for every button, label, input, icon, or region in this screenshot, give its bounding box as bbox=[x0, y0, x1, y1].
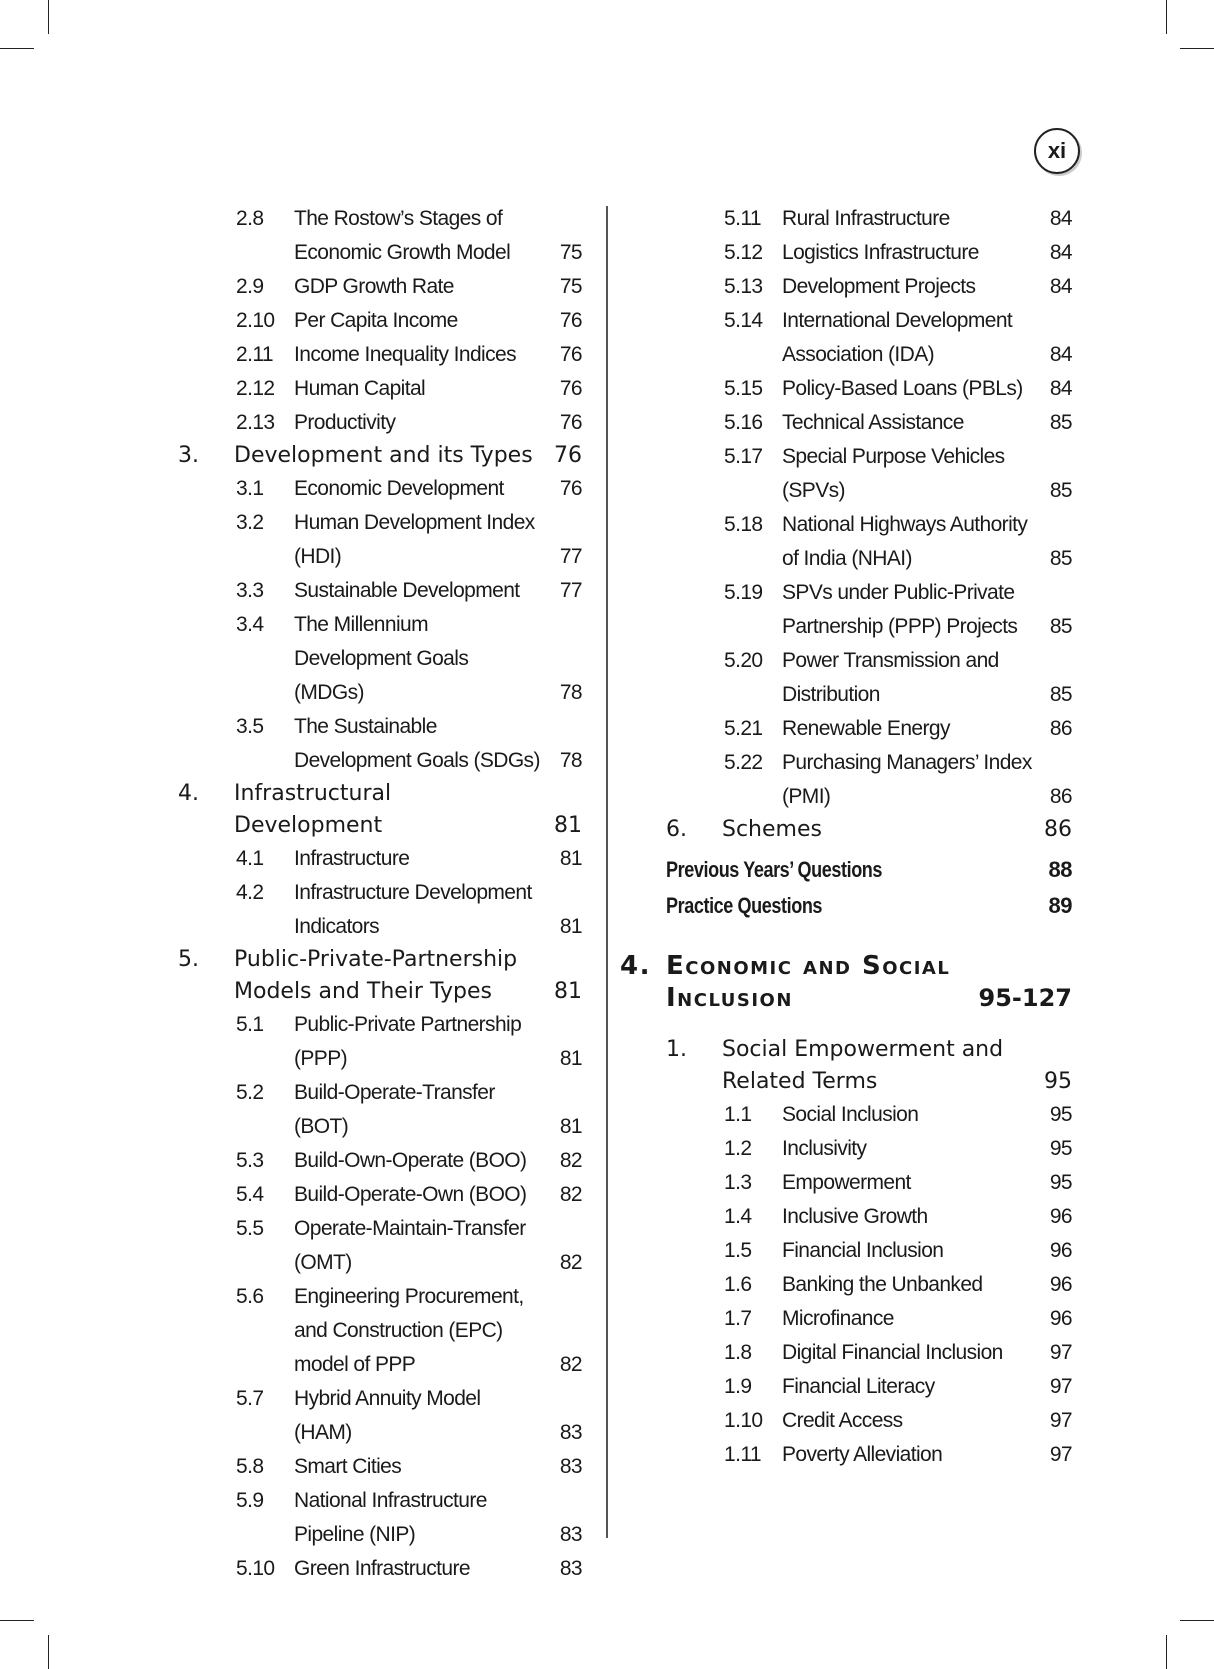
toc-subsection-entry[interactable] bbox=[178, 338, 582, 372]
entry-number: 1.4 bbox=[724, 1205, 752, 1228]
entry-number: 6. bbox=[666, 817, 687, 842]
entry-title bbox=[294, 1144, 542, 1178]
toc-subsection-entry[interactable] bbox=[666, 372, 1072, 406]
crop-mark bbox=[1166, 1635, 1167, 1669]
entry-number: 3.4 bbox=[236, 613, 264, 636]
entry-title bbox=[294, 1008, 542, 1076]
entry-title bbox=[782, 1268, 1032, 1302]
toc-subsection-entry[interactable] bbox=[666, 1166, 1072, 1200]
entry-page: 84 bbox=[1049, 275, 1072, 298]
entry-page: 85 bbox=[1049, 683, 1072, 706]
entry-title: Development and its Types bbox=[234, 443, 533, 468]
entry-title bbox=[294, 1178, 542, 1212]
toc-subsection-entry[interactable] bbox=[666, 644, 1072, 712]
entry-number: 3.2 bbox=[236, 511, 264, 534]
entry-title bbox=[782, 270, 1032, 304]
entry-title-text: Inclusivity bbox=[782, 1137, 867, 1160]
entry-page: 84 bbox=[1049, 207, 1072, 230]
toc-section-entry[interactable] bbox=[178, 944, 582, 1008]
chapter-pages: 95-127 bbox=[978, 984, 1072, 1012]
entry-number: 3. bbox=[178, 443, 199, 468]
entry-title: Social Empowerment and Related Terms bbox=[722, 1037, 1004, 1094]
entry-number: 1.8 bbox=[724, 1341, 752, 1364]
entry-page: 96 bbox=[1049, 1205, 1072, 1228]
toc-subsection-entry[interactable] bbox=[178, 574, 582, 608]
entry-title bbox=[782, 508, 1032, 576]
entry-number: 5.2 bbox=[236, 1081, 264, 1104]
entry-title bbox=[782, 372, 1032, 406]
entry-title-text: Renewable Energy bbox=[782, 717, 950, 740]
entry-number: 1.1 bbox=[724, 1103, 752, 1126]
entry-number: 2.9 bbox=[236, 275, 264, 298]
entry-page: 76 bbox=[559, 343, 582, 366]
entry-title bbox=[294, 710, 542, 778]
entry-page: 83 bbox=[559, 1421, 582, 1444]
entry-title-text: Operate-Maintain-Transfer (OMT) bbox=[294, 1217, 526, 1274]
entry-title bbox=[294, 1212, 542, 1280]
entry-title bbox=[294, 202, 542, 270]
entry-number: 5.3 bbox=[236, 1149, 264, 1172]
toc-subsection-entry[interactable] bbox=[178, 1178, 582, 1212]
entry-title bbox=[294, 1552, 542, 1586]
entry-page: 78 bbox=[559, 749, 582, 772]
entry-page: 82 bbox=[559, 1149, 582, 1172]
toc-subsection-entry[interactable] bbox=[178, 842, 582, 876]
toc-subsection-entry[interactable] bbox=[666, 1336, 1072, 1370]
entry-title bbox=[782, 712, 1032, 746]
toc-subsection-entry[interactable] bbox=[666, 1098, 1072, 1132]
toc-subsection-entry[interactable] bbox=[666, 1132, 1072, 1166]
entry-title-text: Policy-Based Loans (PBLs) bbox=[782, 377, 1023, 400]
entry-title bbox=[782, 406, 1032, 440]
entry-title bbox=[294, 1382, 542, 1450]
entry-number: 5.13 bbox=[724, 275, 763, 298]
entry-number: 3.5 bbox=[236, 715, 264, 738]
entry-title-text: Banking the Unbanked bbox=[782, 1273, 983, 1296]
entry-page: 84 bbox=[1049, 343, 1072, 366]
toc-subsection-entry[interactable] bbox=[178, 1076, 582, 1144]
toc-subsection-entry[interactable] bbox=[178, 270, 582, 304]
entry-page: 95 bbox=[1049, 1137, 1072, 1160]
entry-page: 97 bbox=[1049, 1375, 1072, 1398]
entry-number: 5.18 bbox=[724, 513, 763, 536]
toc-subsection-entry[interactable] bbox=[178, 1280, 582, 1382]
entry-number: 4.2 bbox=[236, 881, 264, 904]
entry-title-text: Financial Literacy bbox=[782, 1375, 935, 1398]
entry-title-text: Green Infrastructure bbox=[294, 1557, 470, 1580]
entry-page: 81 bbox=[559, 847, 582, 870]
entry-title-text: Rural Infrastructure bbox=[782, 207, 950, 230]
entry-title bbox=[294, 406, 542, 440]
entry-page: 76 bbox=[554, 443, 582, 468]
entry-page: 96 bbox=[1049, 1307, 1072, 1330]
crop-mark bbox=[1166, 0, 1167, 34]
entry-title-text: Human Development Index (HDI) bbox=[294, 511, 535, 568]
toc-subsection-entry[interactable] bbox=[178, 1484, 582, 1552]
toc-subsection-entry[interactable] bbox=[666, 406, 1072, 440]
chapter-title: Economic and Social Inclusion bbox=[666, 951, 951, 1013]
entry-number: 1.3 bbox=[724, 1171, 752, 1194]
entry-title-text: Microfinance bbox=[782, 1307, 894, 1330]
entry-page: 77 bbox=[559, 545, 582, 568]
entry-title bbox=[782, 576, 1032, 644]
toc-subsection-entry[interactable] bbox=[178, 472, 582, 506]
toc-subsection-entry[interactable] bbox=[178, 202, 582, 270]
entry-number: 1.2 bbox=[724, 1137, 752, 1160]
entry-title-text: Infrastructure Development Indicators bbox=[294, 881, 532, 938]
entry-title bbox=[294, 1280, 542, 1382]
entry-page: 83 bbox=[559, 1523, 582, 1546]
toc-subsection-entry[interactable] bbox=[666, 270, 1072, 304]
entry-page: 76 bbox=[559, 477, 582, 500]
toc-subsection-entry[interactable] bbox=[666, 304, 1072, 372]
entry-number: 4. bbox=[178, 781, 199, 806]
entry-title-text: Engineering Procurement, and Construction (EPC) model of PPP bbox=[294, 1285, 524, 1376]
entry-page: 82 bbox=[559, 1353, 582, 1376]
entry-page: 82 bbox=[559, 1251, 582, 1274]
entry-page: 75 bbox=[559, 241, 582, 264]
toc-subsection-entry[interactable] bbox=[178, 1008, 582, 1076]
toc-subsection-entry[interactable] bbox=[666, 1200, 1072, 1234]
toc-subsection-entry[interactable] bbox=[666, 576, 1072, 644]
toc-subsection-entry[interactable] bbox=[666, 1234, 1072, 1268]
entry-title bbox=[294, 608, 542, 710]
chapter-number: 4. bbox=[620, 951, 651, 981]
entry-title bbox=[782, 1438, 1032, 1472]
entry-page: 86 bbox=[1044, 817, 1072, 842]
extra-title: Practice Questions bbox=[666, 893, 823, 918]
entry-page: 95 bbox=[1044, 1069, 1072, 1094]
entry-title bbox=[294, 372, 542, 406]
entry-title bbox=[782, 644, 1032, 712]
entry-title bbox=[294, 574, 542, 608]
extra-page: 89 bbox=[1048, 893, 1072, 918]
entry-title bbox=[294, 338, 542, 372]
extra-title: Previous Years’ Questions bbox=[666, 857, 883, 882]
entry-page: 76 bbox=[559, 377, 582, 400]
entry-title-text: Social Inclusion bbox=[782, 1103, 919, 1126]
entry-number: 2.8 bbox=[236, 207, 264, 230]
entry-title-text: National Infrastructure Pipeline (NIP) bbox=[294, 1489, 487, 1546]
entry-number: 1.5 bbox=[724, 1239, 752, 1262]
crop-mark bbox=[1180, 1620, 1214, 1621]
entry-page: 85 bbox=[1049, 411, 1072, 434]
entry-title bbox=[782, 1234, 1032, 1268]
entry-number: 5.6 bbox=[236, 1285, 264, 1308]
entry-page: 76 bbox=[559, 411, 582, 434]
entry-title-text: Productivity bbox=[294, 411, 396, 434]
entry-title bbox=[782, 236, 1032, 270]
entry-number: 3.1 bbox=[236, 477, 264, 500]
crop-mark bbox=[0, 1620, 34, 1621]
entry-page: 83 bbox=[559, 1557, 582, 1580]
toc-subsection-entry[interactable] bbox=[666, 236, 1072, 270]
entry-number: 1.6 bbox=[724, 1273, 752, 1296]
entry-number: 5.19 bbox=[724, 581, 763, 604]
entry-page: 77 bbox=[559, 579, 582, 602]
entry-title-text: The Millennium Development Goals (MDGs) bbox=[294, 613, 469, 704]
toc-subsection-entry[interactable] bbox=[178, 1382, 582, 1450]
toc-subsection-entry[interactable] bbox=[666, 712, 1072, 746]
entry-page: 95 bbox=[1049, 1171, 1072, 1194]
entry-title-text: Financial Inclusion bbox=[782, 1239, 944, 1262]
extra-page: 88 bbox=[1048, 857, 1072, 882]
entry-page: 85 bbox=[1049, 479, 1072, 502]
entry-page: 76 bbox=[559, 309, 582, 332]
entry-title-text: Technical Assistance bbox=[782, 411, 964, 434]
entry-title bbox=[782, 1370, 1032, 1404]
chapter-entries bbox=[666, 1034, 1072, 1472]
entry-number: 1. bbox=[666, 1037, 687, 1062]
toc-subsection-entry[interactable] bbox=[178, 1144, 582, 1178]
toc-subsection-entry[interactable] bbox=[666, 508, 1072, 576]
entry-number: 5.14 bbox=[724, 309, 763, 332]
toc-section-entry[interactable] bbox=[666, 814, 1072, 846]
entry-page: 81 bbox=[559, 1115, 582, 1138]
entry-number: 1.11 bbox=[724, 1443, 761, 1466]
toc-subsection-entry[interactable] bbox=[666, 1268, 1072, 1302]
entry-title bbox=[294, 1450, 542, 1484]
entry-page: 78 bbox=[559, 681, 582, 704]
entry-number: 5.17 bbox=[724, 445, 763, 468]
entry-page: 97 bbox=[1049, 1409, 1072, 1432]
entry-title: Public-Private-Partnership Models and Their Types bbox=[234, 947, 518, 1004]
entry-title bbox=[782, 1200, 1032, 1234]
entry-title bbox=[294, 1484, 542, 1552]
entry-number: 5.20 bbox=[724, 649, 763, 672]
toc-subsection-entry[interactable] bbox=[178, 710, 582, 778]
toc-section-entry[interactable] bbox=[178, 778, 582, 842]
entry-title-text: Sustainable Development bbox=[294, 579, 520, 602]
crop-mark bbox=[1180, 48, 1214, 49]
toc-extra-entry[interactable] bbox=[666, 852, 1072, 888]
toc-subsection-entry[interactable] bbox=[666, 1404, 1072, 1438]
entry-page: 95 bbox=[1049, 1103, 1072, 1126]
entry-number: 2.11 bbox=[236, 343, 273, 366]
entry-title-text: SPVs under Public-Private Partnership (PPP) Projects bbox=[782, 581, 1018, 638]
entry-title bbox=[782, 746, 1032, 814]
toc-subsection-entry[interactable] bbox=[178, 608, 582, 710]
entry-number: 5.5 bbox=[236, 1217, 264, 1240]
entry-title-text: Logistics Infrastructure bbox=[782, 241, 979, 264]
toc-section-entry[interactable] bbox=[666, 1034, 1072, 1098]
entry-number: 3.3 bbox=[236, 579, 264, 602]
toc-subsection-entry[interactable] bbox=[178, 406, 582, 440]
entry-title bbox=[782, 1132, 1032, 1166]
entry-page: 97 bbox=[1049, 1443, 1072, 1466]
entry-title bbox=[782, 202, 1032, 236]
entry-number: 5.1 bbox=[236, 1013, 264, 1036]
crop-mark bbox=[48, 0, 49, 34]
toc-extras bbox=[666, 852, 1072, 924]
entry-title bbox=[782, 304, 1032, 372]
entry-title-text: Build-Operate-Own (BOO) bbox=[294, 1183, 527, 1206]
entry-number: 2.10 bbox=[236, 309, 275, 332]
entry-title-text: The Rostow’s Stages of Economic Growth Model bbox=[294, 207, 511, 264]
entry-title-text: Inclusive Growth bbox=[782, 1205, 928, 1228]
entry-page: 82 bbox=[559, 1183, 582, 1206]
entry-number: 5.8 bbox=[236, 1455, 264, 1478]
toc-subsection-entry[interactable] bbox=[666, 1302, 1072, 1336]
entry-title bbox=[782, 1098, 1032, 1132]
entry-page: 84 bbox=[1049, 377, 1072, 400]
entry-number: 4.1 bbox=[236, 847, 264, 870]
entry-title bbox=[294, 270, 542, 304]
toc-subsection-entry[interactable] bbox=[178, 876, 582, 944]
entry-number: 5.21 bbox=[724, 717, 763, 740]
toc-subsection-entry[interactable] bbox=[178, 1450, 582, 1484]
entry-page: 96 bbox=[1049, 1239, 1072, 1262]
entry-page: 81 bbox=[554, 979, 582, 1004]
entry-title bbox=[294, 472, 542, 506]
entry-title: Infrastructural Development bbox=[234, 781, 392, 838]
entry-page: 75 bbox=[559, 275, 582, 298]
crop-mark bbox=[0, 48, 34, 49]
crop-mark bbox=[48, 1635, 49, 1669]
entry-title-text: Special Purpose Vehicles (SPVs) bbox=[782, 445, 1005, 502]
toc-subsection-entry[interactable] bbox=[666, 440, 1072, 508]
entry-page: 85 bbox=[1049, 547, 1072, 570]
entry-title bbox=[294, 842, 542, 876]
entry-title-text: GDP Growth Rate bbox=[294, 275, 454, 298]
entry-title-text: Hybrid Annuity Model (HAM) bbox=[294, 1387, 481, 1444]
entry-number: 1.10 bbox=[724, 1409, 763, 1432]
entry-title bbox=[294, 304, 542, 338]
toc-subsection-entry[interactable] bbox=[178, 304, 582, 338]
toc-subsection-entry[interactable] bbox=[178, 372, 582, 406]
entry-page: 85 bbox=[1049, 615, 1072, 638]
toc-subsection-entry[interactable] bbox=[666, 746, 1072, 814]
entry-number: 5.7 bbox=[236, 1387, 264, 1410]
entry-title-text: Per Capita Income bbox=[294, 309, 458, 332]
toc-subsection-entry[interactable] bbox=[666, 202, 1072, 236]
entry-number: 5.16 bbox=[724, 411, 763, 434]
entry-title-text: Power Transmission and Distribution bbox=[782, 649, 999, 706]
entry-number: 5. bbox=[178, 947, 199, 972]
entry-title-text: Income Inequality Indices bbox=[294, 343, 516, 366]
chapter-heading[interactable] bbox=[620, 950, 1072, 1014]
entry-title-text: Digital Financial Inclusion bbox=[782, 1341, 1003, 1364]
entry-title-text: Purchasing Managers’ Index (PMI) bbox=[782, 751, 1032, 808]
entry-page: 86 bbox=[1049, 785, 1072, 808]
entry-number: 5.15 bbox=[724, 377, 763, 400]
entry-number: 5.4 bbox=[236, 1183, 264, 1206]
entry-title-text: Human Capital bbox=[294, 377, 426, 400]
entry-title-text: Empowerment bbox=[782, 1171, 911, 1194]
toc-extra-entry[interactable] bbox=[666, 888, 1072, 924]
entry-page: 86 bbox=[1049, 717, 1072, 740]
entry-title-text: The Sustainable Development Goals (SDGs) bbox=[294, 715, 540, 772]
entry-title bbox=[782, 440, 1032, 508]
entry-number: 1.7 bbox=[724, 1307, 752, 1330]
entry-page: 84 bbox=[1049, 241, 1072, 264]
entry-number: 5.12 bbox=[724, 241, 763, 264]
entry-title-text: International Development Association (IDA) bbox=[782, 309, 1013, 366]
entry-page: 81 bbox=[559, 1047, 582, 1070]
page-number: xi bbox=[1034, 128, 1080, 174]
entry-title-text: Poverty Alleviation bbox=[782, 1443, 943, 1466]
toc-subsection-entry[interactable] bbox=[178, 1552, 582, 1586]
entry-number: 5.22 bbox=[724, 751, 763, 774]
toc-right-column bbox=[620, 202, 1072, 1472]
entry-title bbox=[294, 506, 542, 574]
toc-right-entries bbox=[666, 202, 1072, 846]
entry-title bbox=[294, 876, 542, 944]
entry-title bbox=[782, 1404, 1032, 1438]
entry-number: 5.10 bbox=[236, 1557, 275, 1580]
entry-title-text: Development Projects bbox=[782, 275, 976, 298]
entry-title-text: Smart Cities bbox=[294, 1455, 402, 1478]
entry-number: 5.11 bbox=[724, 207, 761, 230]
entry-page: 81 bbox=[559, 915, 582, 938]
entry-title bbox=[782, 1166, 1032, 1200]
entry-title-text: Credit Access bbox=[782, 1409, 903, 1432]
entry-number: 1.9 bbox=[724, 1375, 752, 1398]
column-divider bbox=[606, 206, 608, 1538]
toc-subsection-entry[interactable] bbox=[178, 1212, 582, 1280]
entry-page: 81 bbox=[554, 813, 582, 838]
entry-page: 97 bbox=[1049, 1341, 1072, 1364]
entry-page: 96 bbox=[1049, 1273, 1072, 1296]
entry-title-text: Infrastructure bbox=[294, 847, 410, 870]
toc-subsection-entry[interactable] bbox=[666, 1370, 1072, 1404]
entry-title bbox=[294, 1076, 542, 1144]
entry-number: 5.9 bbox=[236, 1489, 264, 1512]
entry-title-text: Build-Operate-Transfer (BOT) bbox=[294, 1081, 495, 1138]
toc-left-column bbox=[178, 202, 582, 1586]
entry-title-text: National Highways Authority of India (NHAI) bbox=[782, 513, 1028, 570]
entry-page: 83 bbox=[559, 1455, 582, 1478]
entry-number: 2.13 bbox=[236, 411, 275, 434]
entry-title bbox=[782, 1302, 1032, 1336]
entry-title-text: Public-Private Partnership (PPP) bbox=[294, 1013, 522, 1070]
toc-subsection-entry[interactable] bbox=[666, 1438, 1072, 1472]
entry-title bbox=[782, 1336, 1032, 1370]
entry-title: Schemes bbox=[722, 817, 822, 842]
entry-number: 2.12 bbox=[236, 377, 275, 400]
toc-subsection-entry[interactable] bbox=[178, 506, 582, 574]
toc-section-entry[interactable] bbox=[178, 440, 582, 472]
entry-title-text: Economic Development bbox=[294, 477, 504, 500]
entry-title-text: Build-Own-Operate (BOO) bbox=[294, 1149, 527, 1172]
